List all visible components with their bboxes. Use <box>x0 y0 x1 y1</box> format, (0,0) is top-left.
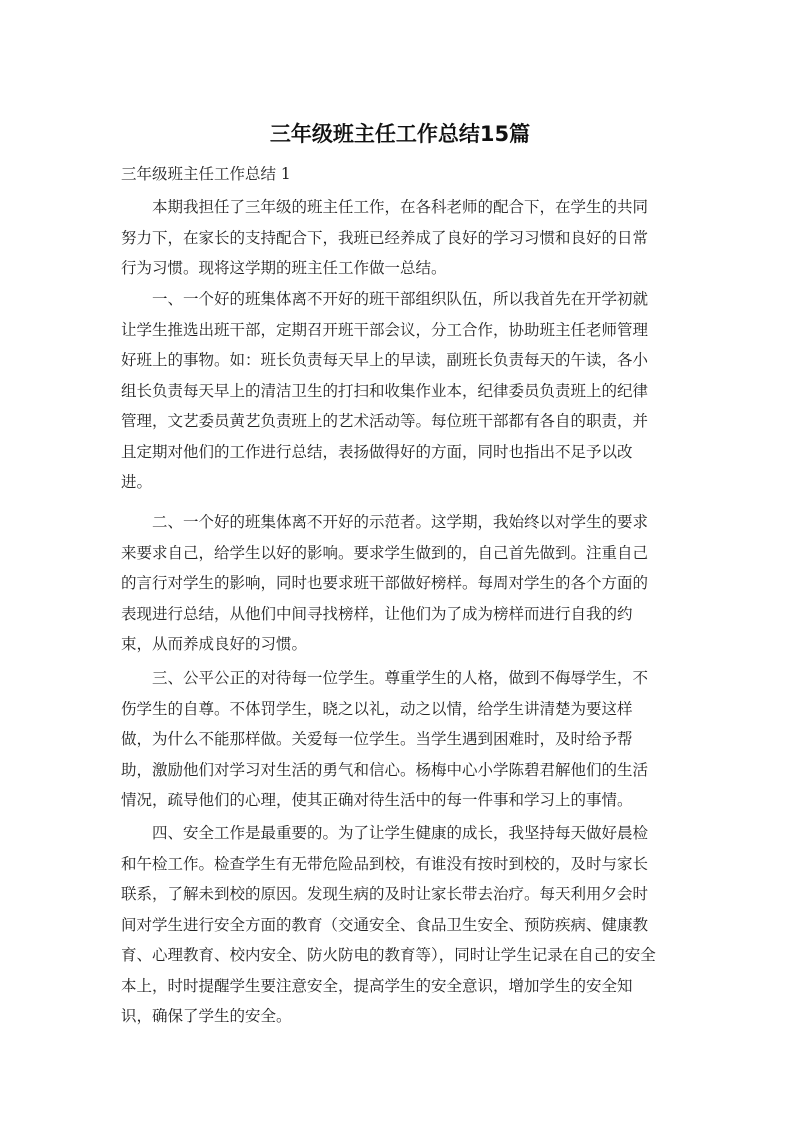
text-line: 二、一个好的班集体离不开好的示范者。这学期，我始终以对学生的要求 <box>152 513 649 531</box>
text-line: 四、安全工作是最重要的。为了让学生健康的成长，我坚持每天做好晨检 <box>152 824 649 842</box>
text-line: 助，激励他们对学习对生活的勇气和信心。杨梅中心小学陈碧君解他们的生活 <box>121 760 649 779</box>
text-line: 本期我担任了三年级的班主任工作，在各科老师的配合下，在学生的共同 <box>152 198 649 216</box>
text-line: 表现进行总结，从他们中间寻找榜样，让他们为了成为榜样而进行自我的约 <box>121 604 633 623</box>
text-line: 伤学生的自尊。不体罚学生，晓之以礼，动之以情，给学生讲清楚为要这样 <box>121 699 633 718</box>
text-line: 进。 <box>121 473 153 491</box>
text-line: 识，确保了学生的安全。 <box>121 1007 292 1025</box>
text-line: 组长负责每天早上的清洁卫生的打扫和收集作业本，纪律委员负责班上的纪律 <box>121 381 649 400</box>
text-line: 和午检工作。检查学生有无带危险品到校，有谁没有按时到校的，及时与家长 <box>121 854 649 873</box>
text-line: 一、一个好的班集体离不开好的班干部组织队伍，所以我首先在开学初就 <box>152 290 649 308</box>
paragraph-intro <box>121 192 681 284</box>
paragraph-role-model <box>121 507 681 660</box>
text-line: 束，从而养成良好的习惯。 <box>121 635 308 653</box>
text-line: 行为习惯。现将这学期的班主任工作做一总结。 <box>121 259 447 277</box>
paragraph-class-leaders <box>121 284 681 498</box>
text-line: 三、公平公正的对待每一位学生。尊重学生的人格，做到不侮辱学生，不 <box>152 669 649 687</box>
text-line: 情况，疏导他们的心理，使其正确对待生活中的每一件事和学习上的事情。 <box>121 791 633 809</box>
paragraph-fairness <box>121 663 681 816</box>
section-subtitle: 三年级班主任工作总结 1 <box>121 165 291 183</box>
text-line: 联系，了解未到校的原因。发现生病的及时让家长带去治疗。每天利用夕会时 <box>121 885 649 903</box>
text-line: 让学生推选出班干部，定期召开班干部会议，分工合作，协助班主任老师管理 <box>121 320 649 339</box>
text-line: 且定期对他们的工作进行总结，表扬做得好的方面，同时也指出不足予以改 <box>121 442 633 461</box>
text-line: 来要求自己，给学生以好的影响。要求学生做到的，自己首先做到。注重自己 <box>121 543 649 562</box>
text-line: 努力下，在家长的支持配合下，我班已经养成了良好的学习习惯和良好的日常 <box>121 228 649 247</box>
text-line: 管理，文艺委员黄艺负责班上的艺术活动等。每位班干部都有各自的职责，并 <box>121 412 649 430</box>
text-line: 的言行对学生的影响，同时也要求班干部做好榜样。每周对学生的各个方面的 <box>121 574 649 592</box>
text-line: 做，为什么不能那样做。关爱每一位学生。当学生遇到困难时，及时给予帮 <box>121 730 633 748</box>
document-title: 三年级班主任工作总结15篇 <box>269 122 531 146</box>
text-line: 育、心理教育、校内安全、防火防电的教育等），同时让学生记录在自己的安全 <box>121 946 656 964</box>
text-line: 好班上的事物。如：班长负责每天早上的早读，副班长负责每天的午读，各小 <box>121 351 649 369</box>
paragraph-safety <box>121 818 681 1032</box>
text-line: 本上，时时提醒学生要注意安全，提高学生的安全意识，增加学生的安全知 <box>121 976 633 995</box>
text-line: 间对学生进行安全方面的教育（交通安全、食品卫生安全、预防疾病、健康教 <box>121 915 649 934</box>
